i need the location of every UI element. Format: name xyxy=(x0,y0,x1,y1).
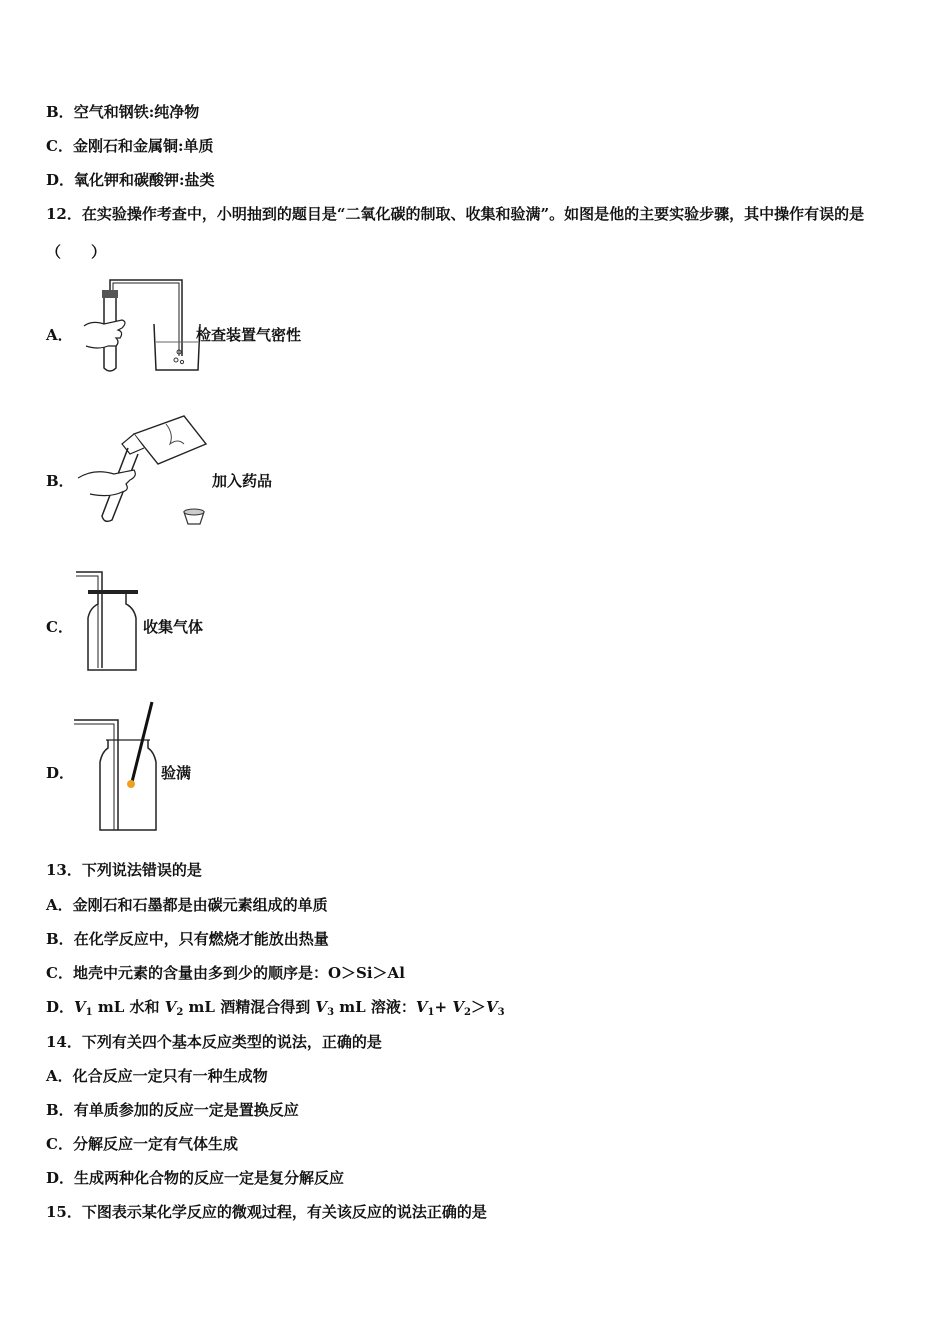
q14-stem: 14．下列有关四个基本反应类型的说法，正确的是 xyxy=(46,1033,382,1051)
q12-option-c-caption: 收集气体 xyxy=(143,618,204,636)
adding-reagent-figure xyxy=(74,404,214,528)
q13-option-d: D．$V_1$ mL 水和 $V_2$ mL 酒精混合得到 $V_3$ mL 溶液：$V_1+ V_2>V_3$ xyxy=(46,998,505,1018)
q12-option-a-label: A． xyxy=(46,326,73,344)
gas-collection-bottle-figure xyxy=(74,568,140,674)
gas-full-check-figure xyxy=(72,698,162,834)
q13-option-c: C．地壳中元素的含量由多到少的顺序是：O＞Si＞Al xyxy=(46,964,405,982)
q14-option-a: A．化合反应一定只有一种生成物 xyxy=(46,1067,268,1085)
q14-option-d: D．生成两种化合物的反应一定是复分解反应 xyxy=(46,1169,345,1187)
q15-stem: 15．下图表示某化学反应的微观过程，有关该反应的说法正确的是 xyxy=(46,1203,487,1221)
airtightness-apparatus-figure xyxy=(72,276,202,376)
q12-option-a-caption: 检查装置气密性 xyxy=(196,326,302,344)
q13-option-a: A．金刚石和石墨都是由碳元素组成的单质 xyxy=(46,896,328,914)
q11-option-d: D．氧化钾和碳酸钾:盐类 xyxy=(46,171,215,189)
q13-option-b: B．在化学反应中，只有燃烧才能放出热量 xyxy=(46,930,329,948)
q12-option-d-label: D． xyxy=(46,764,75,782)
q11-option-b: B．空气和钢铁:纯净物 xyxy=(46,103,200,121)
q12-stem: 12．在实验操作考查中，小明抽到的题目是“二氧化碳的制取、收集和验满”。如图是他的主要实验步骤，其中操作有误的是（ ） xyxy=(46,205,865,261)
q12-option-b-caption: 加入药品 xyxy=(212,472,273,490)
q12-option-b-label: B． xyxy=(46,472,74,490)
q14-option-b: B．有单质参加的反应一定是置换反应 xyxy=(46,1101,299,1119)
q13-stem: 13．下列说法错误的是 xyxy=(46,861,202,879)
q12-option-d-caption: 验满 xyxy=(161,764,192,782)
q11-option-c: C．金刚石和金属铜:单质 xyxy=(46,137,214,155)
q12-option-c-label: C． xyxy=(46,618,73,636)
q14-option-c: C．分解反应一定有气体生成 xyxy=(46,1135,238,1153)
